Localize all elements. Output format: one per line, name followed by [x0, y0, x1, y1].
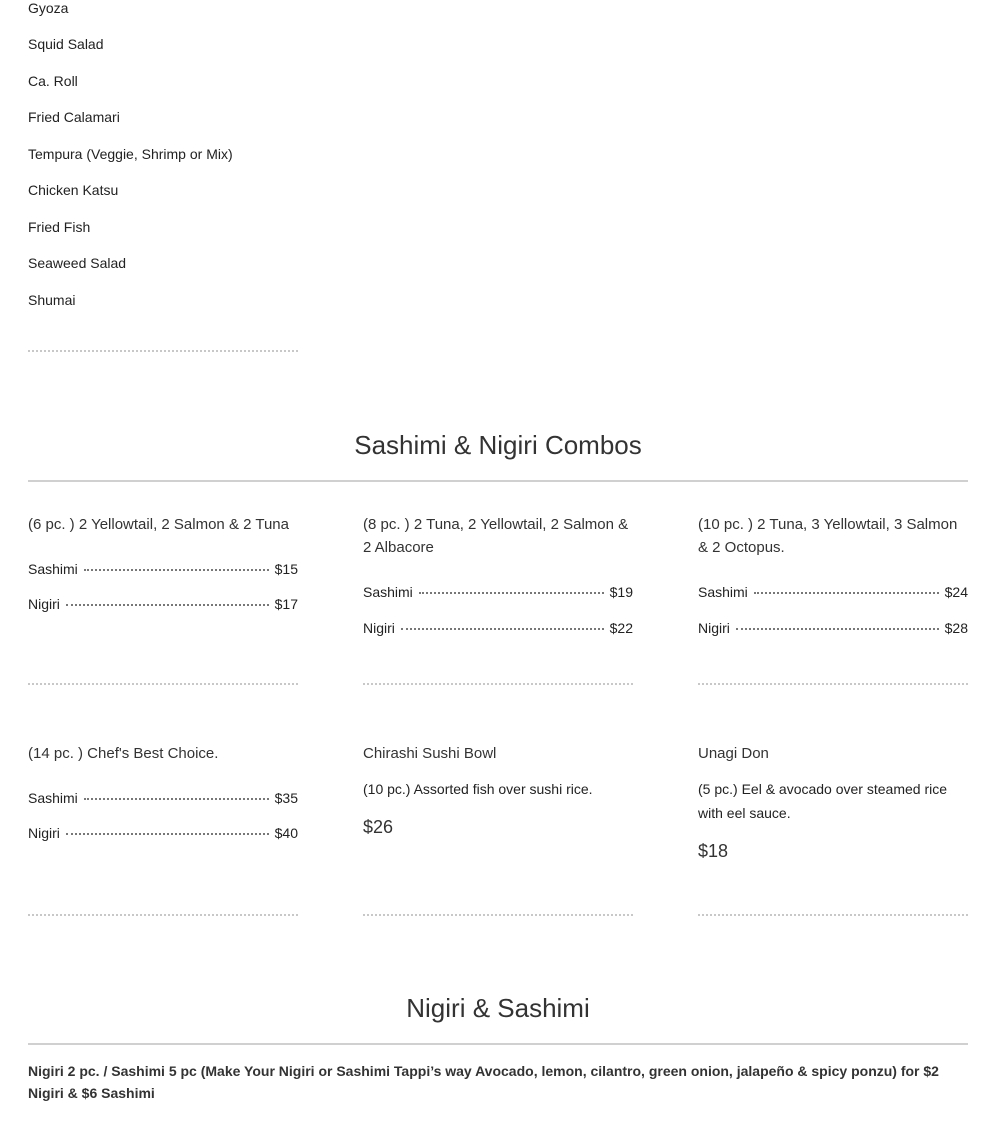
price-label: Sashimi [363, 584, 413, 600]
bowl-price: $26 [363, 817, 394, 837]
combo-item [363, 513, 633, 636]
section-title-combos: Sashimi & Nigiri Combos [354, 430, 642, 460]
dot-leader [736, 628, 939, 630]
price-row-nigiri [698, 620, 968, 636]
price-value: $28 [944, 620, 968, 636]
dot-leader [754, 592, 939, 594]
price-value: $35 [274, 790, 298, 806]
bowl-description: (5 pc.) Eel & avocado over steamed rice with eel sauce. [698, 781, 948, 821]
price-label: Sashimi [698, 584, 748, 600]
list-item: Seaweed Salad [28, 255, 127, 271]
price-row-sashimi [28, 790, 298, 806]
combo-title: (6 pc. ) 2 Yellowtail, 2 Salmon & 2 Tuna [28, 516, 289, 533]
price-value: $40 [274, 825, 298, 841]
dotted-divider [28, 350, 298, 352]
price-row-nigiri [28, 825, 298, 841]
list-item: Fried Fish [28, 219, 91, 235]
dotted-divider [28, 914, 298, 916]
price-row-nigiri [28, 596, 298, 612]
bowl-price: $18 [698, 841, 729, 861]
dot-leader [66, 833, 269, 835]
price-value: $17 [274, 596, 298, 612]
list-item: Ca. Roll [28, 73, 78, 89]
price-label: Nigiri [698, 620, 730, 636]
dotted-divider [698, 683, 968, 685]
price-label: Nigiri [28, 825, 60, 841]
price-value: $24 [944, 584, 968, 600]
combo-title: (8 pc. ) 2 Tuna, 2 Yellowtail, 2 Salmon & 2 Albacore [363, 516, 629, 556]
section-rule [28, 480, 968, 482]
list-item: Tempura (Veggie, Shrimp or Mix) [28, 146, 233, 162]
combo-item [28, 742, 298, 841]
nigiri-note: Nigiri 2 pc. / Sashimi 5 pc (Make Your Nigiri or Sashimi Tappi’s way Avocado, lemon, cilantro, green onion, jalapeño & spicy ponzu) for $2 Nigiri & $6 Sashimi [28, 1063, 939, 1101]
list-item: Fried Calamari [28, 109, 120, 125]
dotted-divider [363, 914, 633, 916]
dotted-divider [698, 914, 968, 916]
dot-leader [84, 569, 269, 571]
dot-leader [419, 592, 604, 594]
price-label: Sashimi [28, 561, 78, 577]
list-item: Squid Salad [28, 36, 104, 52]
bowl-description: (10 pc.) Assorted fish over sushi rice. [363, 781, 593, 797]
dotted-divider [28, 683, 298, 685]
bowl-item [698, 742, 968, 862]
price-row-sashimi [698, 584, 968, 600]
list-item: Chicken Katsu [28, 182, 119, 198]
price-label: Nigiri [363, 620, 395, 636]
dot-leader [401, 628, 604, 630]
price-row-sashimi [363, 584, 633, 600]
list-item: Shumai [28, 292, 76, 308]
bowl-title: Unagi Don [698, 745, 769, 762]
combo-title: (10 pc. ) 2 Tuna, 3 Yellowtail, 3 Salmon & 2 Octopus. [698, 516, 958, 556]
combo-item [28, 513, 298, 612]
list-item: Gyoza [28, 0, 69, 16]
section-rule [28, 1043, 968, 1045]
price-value: $19 [609, 584, 633, 600]
bowl-title: Chirashi Sushi Bowl [363, 745, 497, 762]
price-row-sashimi [28, 561, 298, 577]
price-label: Nigiri [28, 596, 60, 612]
dot-leader [66, 604, 269, 606]
price-value: $22 [609, 620, 633, 636]
combo-item [698, 513, 968, 636]
price-label: Sashimi [28, 790, 78, 806]
combo-title: (14 pc. ) Chef's Best Choice. [28, 745, 219, 762]
bowl-item [363, 742, 633, 838]
price-value: $15 [274, 561, 298, 577]
dotted-divider [363, 683, 633, 685]
price-row-nigiri [363, 620, 633, 636]
dot-leader [84, 798, 269, 800]
section-title-nigiri: Nigiri & Sashimi [406, 993, 590, 1023]
